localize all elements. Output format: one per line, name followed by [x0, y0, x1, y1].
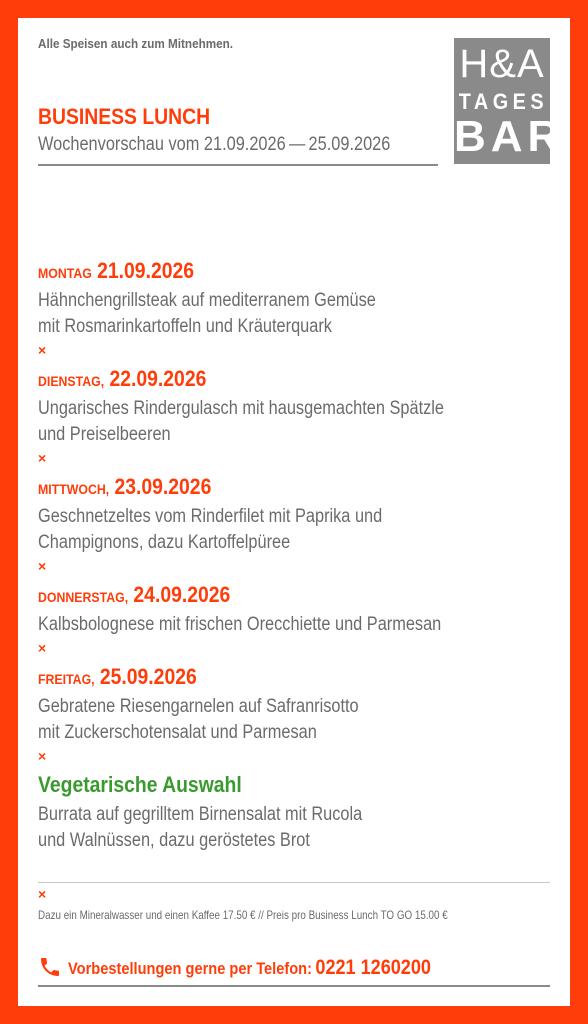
separator	[38, 746, 558, 772]
day-date: 23.09.2026	[114, 474, 212, 499]
day-date: 22.09.2026	[109, 366, 207, 391]
day-date: 25.09.2026	[99, 664, 197, 689]
weekly-menu	[38, 258, 558, 854]
day-heading	[38, 474, 496, 504]
separator	[38, 340, 558, 366]
dish-line: und Preiselbeeren	[38, 424, 171, 445]
phone-label: Vorbestellungen gerne per Telefon:	[68, 959, 312, 978]
dish-line: und Walnüssen, dazu geröstetes Brot	[38, 830, 310, 851]
dish-line: Burrata auf gegrilltem Birnensalat mit Rucola	[38, 804, 363, 825]
vegetarian-title: Vegetarische Auswahl	[38, 772, 242, 797]
separator-x-icon: ×	[38, 748, 47, 764]
separator-x-icon: ×	[38, 342, 47, 358]
separator	[38, 638, 558, 664]
logo-line-1: H&A	[459, 42, 545, 86]
separator-x-icon: ×	[38, 450, 47, 466]
logo-line-2: TAGES	[458, 89, 549, 114]
day-date: 24.09.2026	[133, 582, 231, 607]
separator-x-icon: ×	[38, 640, 47, 656]
separator	[38, 448, 558, 474]
day-block-tuesday	[38, 366, 558, 448]
day-name: FREITAG,	[38, 671, 95, 687]
separator	[38, 556, 558, 582]
day-heading	[38, 664, 496, 694]
day-name: MITTWOCH,	[38, 481, 110, 497]
phone-text	[68, 956, 431, 980]
day-block-friday	[38, 664, 558, 746]
day-heading	[38, 366, 496, 396]
day-name: MONTAG	[38, 265, 92, 281]
logo-line-3: BAR	[454, 112, 565, 161]
day-name: DIENSTAG,	[38, 373, 105, 389]
header-divider	[38, 164, 438, 166]
day-block-monday	[38, 258, 558, 340]
day-date: 21.09.2026	[97, 258, 195, 283]
dish-line: mit Rosmarinkartoffeln und Kräuterquark	[38, 316, 332, 337]
separator-x-icon: ×	[38, 886, 47, 902]
phone-icon	[38, 954, 62, 980]
phone-underline	[38, 985, 550, 987]
brand-logo	[454, 38, 565, 164]
dish-line: Hähnchengrillsteak auf mediterranem Gemüse	[38, 290, 376, 311]
day-block-wednesday	[38, 474, 558, 556]
week-range: Wochenvorschau vom 21.09.2026 — 25.09.2026	[38, 134, 391, 155]
day-block-thursday	[38, 582, 558, 638]
dish-line: Gebratene Riesengarnelen auf Safranrisotto	[38, 696, 359, 717]
dish-line: Champignons, dazu Kartoffelpüree	[38, 532, 291, 553]
vegetarian-block	[38, 772, 558, 854]
separator-x-icon: ×	[38, 558, 47, 574]
phone-number[interactable]: 0221 1260200	[315, 956, 431, 979]
menu-card	[18, 18, 570, 1006]
takeaway-note: Alle Speisen auch zum Mitnehmen.	[38, 36, 234, 51]
dish-line: Kalbsbolognese mit frischen Orecchiette und Parmesan	[38, 614, 442, 635]
price-note: Dazu ein Mineralwasser und einen Kaffee 17.50 € // Preis pro Business Lunch TO GO 15.00 €	[38, 908, 448, 922]
day-name: DONNERSTAG,	[38, 589, 129, 605]
dish-line: Ungarisches Rindergulasch mit hausgemachten Spätzle	[38, 398, 445, 419]
dish-line: Geschnetzeltes vom Rinderfilet mit Paprika und	[38, 506, 383, 527]
footer-divider	[38, 882, 550, 883]
day-heading	[38, 582, 496, 612]
day-heading	[38, 258, 496, 288]
page-title: BUSINESS LUNCH	[38, 104, 211, 129]
dish-line: mit Zuckerschotensalat und Parmesan	[38, 722, 317, 743]
